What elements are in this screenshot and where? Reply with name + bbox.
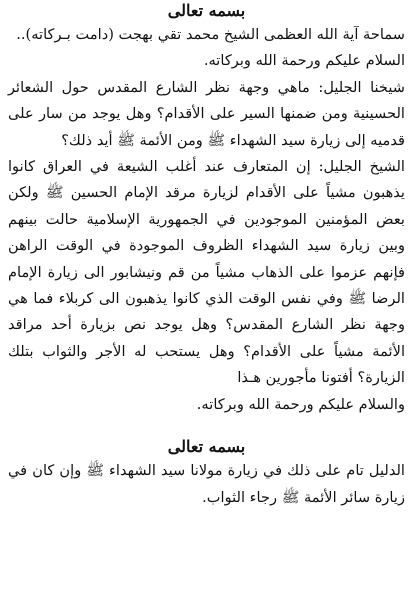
question-paragraph-2: الشيخ الجليل: إن المتعارف عند أغلب الشيعة في العراق كانوا يذهبون مشياً على الأقدام لزيارة مرقد الإمام الحسين ﷺ ولكن بعض المؤمنين الموجودين في الجمهورية الإسلامية حالت بينهم وبين زيارة سيد الشهداء الظروف الموجودة في الوقت الراهن فإنهم عزموا على الذهاب مشياً من قم ونيشابور الى زيارة الإمام الرضا ﷺ وفي نفس الوقت الذي كانوا يذهبون الى كربلاء فما هي وجهة نظر الشارع المقدس؟ وهل يوجد نص بزيارة أحد مراقد الأئمة مشياً على الأقدام؟ وهل يستحب له الأجر والثواب بتلك الزيارة؟ أفتونا مأجورين هـذا: [8, 158, 405, 387]
reply-heading: بسمه تعالى: [167, 437, 246, 457]
fatwa-page: [8, 0, 405, 511]
question-paragraph-1: شيخنا الجليل: ماهي وجهة نظر الشارع المقدس حول الشعائر الحسينية ومن ضمنها السير على الأقدام؟ وهل يوجد من سار على قدميه إلى زيارة سيد الشهداء ﷺ ومن الأئمة ﷺ أيد ذلك؟: [8, 78, 405, 149]
closing-line: والسلام عليكم ورحمة الله وبركاته.: [196, 395, 405, 413]
address-line: سماحة آية الله العظمى الشيخ محمد تقي بهجت (دامت بـركاته)..: [16, 26, 405, 43]
reply-paragraph: الدليل تام على ذلك في زيارة مولانا سيد الشهداء ﷺ وإن كان في زيارة سائر الأئمة ﷺ رجاء الثواب.: [8, 462, 405, 506]
greeting-line: السلام عليكم ورحمة الله وبركاته.: [203, 52, 405, 70]
page-heading: بسمه تعالى: [167, 1, 246, 20]
